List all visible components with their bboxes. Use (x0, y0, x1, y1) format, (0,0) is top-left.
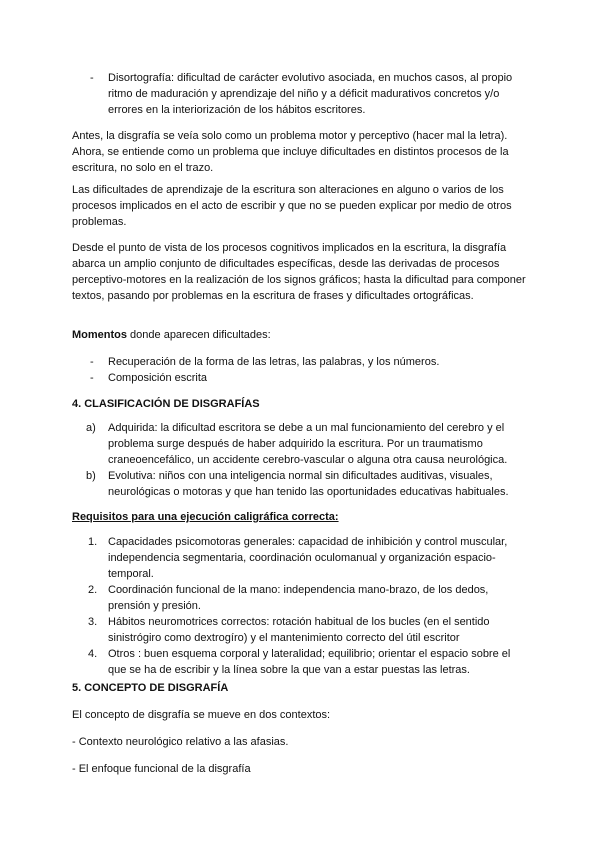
list-item (72, 534, 528, 582)
list-item-text: Evolutiva: niños con una inteligencia normal sin dificultades auditivas, visuales, neurológicas o motoras y que han tenido las oportunidades educativas habituales. (108, 470, 509, 498)
list-item (72, 370, 528, 386)
list-marker: a) (86, 422, 96, 434)
list-item-text: Recuperación de la forma de las letras, las palabras, y los números. (108, 356, 440, 368)
requisitos-list (72, 534, 528, 678)
list-item (72, 70, 528, 118)
list-item-text: Coordinación funcional de la mano: independencia mano-brazo, de los dedos, prensión y presión. (108, 584, 489, 612)
list-item-text: Capacidades psicomotoras generales: capacidad de inhibición y control muscular, independencia segmentaria, coordinación oculomanual y organización espacio-temporal. (108, 536, 508, 580)
list-item (72, 614, 528, 646)
momentos-list (72, 354, 528, 386)
list-item (72, 354, 528, 370)
list-item-text: Adquirida: la dificultad escritora se debe a un mal funcionamiento del cerebro y el problema surge después de haber adquirido la escritura. Por un traumatismo craneoencefálico, un accidente cerebro-vascular o alguna otra causa neurológica. (108, 422, 508, 466)
section-5-paragraph-3: - El enfoque funcional de la disgrafía (72, 763, 251, 775)
section-4-heading: 4. CLASIFICACIÓN DE DISGRAFÍAS (72, 398, 260, 410)
list-marker: 1. (88, 536, 98, 548)
list-item-text: Disortografía: dificultad de carácter evolutivo asociada, en muchos casos, al propio ritmo de maduración y aprendizaje del niño y a déficit madurativos concretos y/o errores en la interiorización de los hábitos escritores. (108, 72, 513, 116)
requisitos-heading: Requisitos para una ejecución caligráfica correcta: (72, 511, 339, 523)
list-item (72, 582, 528, 614)
momentos-intro (72, 327, 528, 343)
list-item (72, 420, 528, 468)
momentos-bold: Momentos (72, 329, 127, 341)
section-5-paragraph-2: - Contexto neurológico relativo a las afasias. (72, 736, 289, 748)
list-marker: 4. (88, 648, 98, 660)
intro-list (72, 70, 528, 118)
list-marker: 2. (88, 584, 98, 596)
list-item (72, 646, 528, 678)
list-marker: b) (86, 470, 96, 482)
list-item-text: Composición escrita (108, 372, 208, 384)
list-marker: - (90, 372, 94, 384)
momentos-rest: donde aparecen dificultades: (127, 329, 271, 341)
list-marker: 3. (88, 616, 98, 628)
list-item (72, 468, 528, 500)
section-5-heading: 5. CONCEPTO DE DISGRAFÍA (72, 682, 229, 694)
paragraph-2: Las dificultades de aprendizaje de la escritura son alteraciones en alguno o varios de los procesos implicados en el acto de escribir y que no se pueden explicar por medio de otros problemas. (72, 184, 512, 228)
list-marker: - (90, 72, 94, 84)
list-marker: - (90, 356, 94, 368)
list-item-text: Otros : buen esquema corporal y lateralidad; equilibrio; orientar el espacio sobre el que se ha de escribir y la línea sobre la que van a estar puestas las letras. (108, 648, 511, 676)
section-4-list (72, 420, 528, 500)
paragraph-3: Desde el punto de vista de los procesos cognitivos implicados en la escritura, la disgrafía abarca un amplio conjunto de dificultades específicas, desde las derivadas de procesos perceptivo-motores en la realización de los signos gráficos; hasta la dificultad para componer textos, pasando por problemas en la escritura de frases y dificultades ortográficas. (72, 242, 526, 302)
list-item-text: Hábitos neuromotrices correctos: rotación habitual de los bucles (en el sentido sinistrógiro como dextrogíro) y el mantenimiento correcto del útil escritor (108, 616, 490, 644)
section-5-paragraph-1: El concepto de disgrafía se mueve en dos contextos: (72, 709, 331, 721)
paragraph-1: Antes, la disgrafía se veía solo como un problema motor y perceptivo (hacer mal la letra). Ahora, se entiende como un problema que incluye dificultades en distintos procesos de la escritura, no solo en el trazo. (72, 130, 509, 174)
